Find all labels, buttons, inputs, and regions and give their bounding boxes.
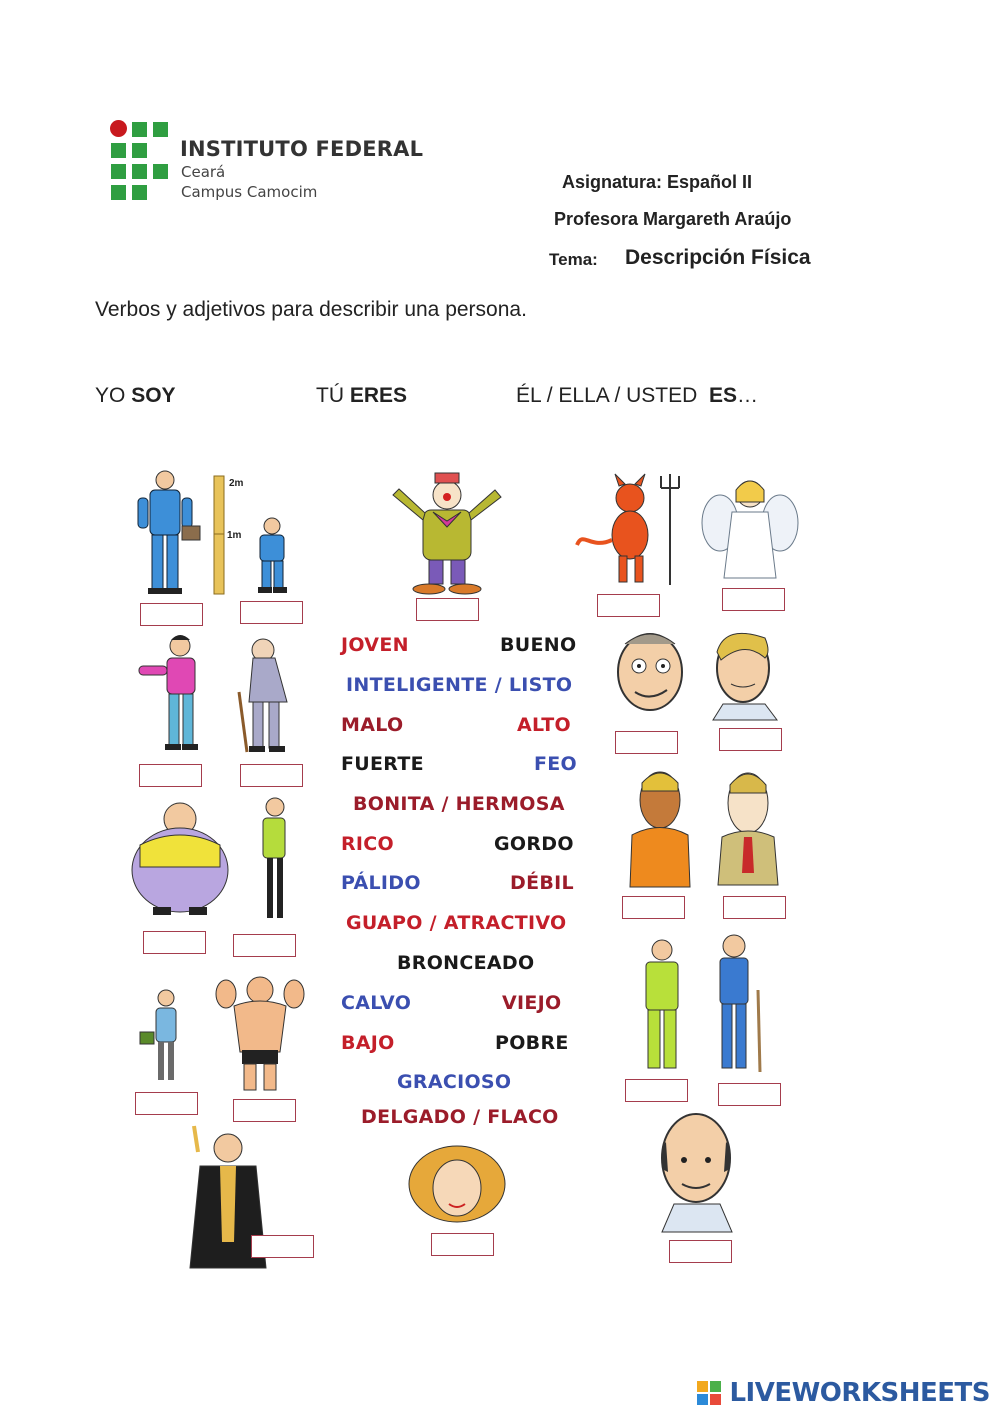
word-viejo: VIEJO bbox=[502, 992, 562, 1014]
thin-man-figure bbox=[263, 798, 285, 918]
word-bronceado: BRONCEADO bbox=[397, 952, 535, 974]
word-gordo: GORDO bbox=[494, 833, 574, 855]
answer-box-tall-man[interactable] bbox=[140, 603, 203, 626]
answer-box-pale-man[interactable] bbox=[723, 896, 786, 919]
word-bueno: BUENO bbox=[500, 634, 577, 656]
poor-rich-figures bbox=[630, 930, 780, 1080]
strong-man-figure bbox=[216, 977, 304, 1090]
answer-box-pretty-woman[interactable] bbox=[431, 1233, 494, 1256]
verb-el: ÉL / ELLA / USTED ES… bbox=[516, 384, 758, 407]
answer-box-rich-man[interactable] bbox=[718, 1083, 781, 1106]
answer-box-old-man[interactable] bbox=[240, 764, 303, 787]
old-man-figure bbox=[239, 639, 287, 752]
answer-box-strong-man[interactable] bbox=[233, 1099, 296, 1122]
topic-value: Descripción Física bbox=[625, 246, 811, 269]
answer-box-ugly-man[interactable] bbox=[615, 731, 678, 754]
word-malo: MALO bbox=[341, 714, 404, 736]
clown-figure bbox=[385, 465, 510, 595]
word-gracioso: GRACIOSO bbox=[397, 1071, 512, 1093]
ruler-mid-label: 1m bbox=[227, 530, 242, 541]
word-calvo: CALVO bbox=[341, 992, 412, 1014]
answer-box-young-man[interactable] bbox=[139, 764, 202, 787]
handsome-man-face bbox=[713, 633, 777, 720]
footer-brand: LIVEWORKSHEETS bbox=[729, 1378, 990, 1408]
word-bonita: BONITA / HERMOSA bbox=[353, 793, 565, 815]
subject-line: Asignatura: Español II bbox=[562, 172, 753, 192]
word-bajo: BAJO bbox=[341, 1032, 395, 1054]
young-old-figures bbox=[135, 632, 310, 757]
answer-box-poor-man[interactable] bbox=[625, 1079, 688, 1102]
pretty-woman-figure bbox=[405, 1140, 510, 1230]
institute-logo bbox=[110, 120, 174, 200]
answer-box-tanned-man[interactable] bbox=[622, 896, 685, 919]
fat-thin-figures bbox=[125, 795, 305, 925]
young-man-figure bbox=[139, 635, 198, 750]
topic-label: Tema: bbox=[549, 250, 598, 269]
word-inteligente: INTELIGENTE / LISTO bbox=[346, 674, 573, 696]
institution-state: Ceará bbox=[181, 163, 226, 181]
rich-man-figure bbox=[720, 935, 760, 1072]
weak-man-figure bbox=[140, 990, 176, 1080]
answer-box-clown[interactable] bbox=[416, 598, 479, 621]
word-fuerte: FUERTE bbox=[341, 753, 424, 775]
tanned-pale-figures bbox=[620, 765, 790, 890]
answer-box-thin-man[interactable] bbox=[233, 934, 296, 957]
ruler-top-label: 2m bbox=[229, 478, 244, 489]
fat-man-figure bbox=[132, 803, 228, 915]
poor-man-figure bbox=[646, 940, 678, 1068]
tall-short-figures bbox=[130, 468, 320, 598]
word-palido: PÁLIDO bbox=[341, 872, 421, 894]
answer-box-handsome-man[interactable] bbox=[719, 728, 782, 751]
word-rico: RICO bbox=[341, 833, 394, 855]
word-joven: JOVEN bbox=[341, 634, 409, 656]
word-pobre: POBRE bbox=[495, 1032, 569, 1054]
tanned-man-figure bbox=[630, 772, 690, 887]
word-feo: FEO bbox=[534, 753, 578, 775]
word-debil: DÉBIL bbox=[510, 872, 574, 894]
weak-strong-figures bbox=[130, 970, 320, 1095]
answer-box-bald-man[interactable] bbox=[669, 1240, 732, 1263]
answer-box-smart-man[interactable] bbox=[251, 1235, 314, 1258]
short-man-figure bbox=[258, 518, 287, 593]
verb-yo: YO SOY bbox=[95, 384, 176, 407]
angel-figure bbox=[700, 468, 800, 583]
bald-man-figure bbox=[650, 1110, 740, 1235]
answer-box-weak-man[interactable] bbox=[135, 1092, 198, 1115]
ugly-handsome-faces bbox=[605, 622, 785, 722]
verb-tu: TÚ ERES bbox=[316, 384, 408, 407]
answer-box-short-man[interactable] bbox=[240, 601, 303, 624]
teacher-line: Profesora Margareth Araújo bbox=[554, 209, 792, 229]
answer-box-fat-man[interactable] bbox=[143, 931, 206, 954]
answer-box-devil[interactable] bbox=[597, 594, 660, 617]
word-delgado: DELGADO / FLACO bbox=[361, 1106, 559, 1128]
tall-man-figure bbox=[138, 471, 200, 594]
institution-name: INSTITUTO FEDERAL bbox=[180, 137, 424, 161]
intro-text: Verbos y adjetivos para describir una persona. bbox=[95, 298, 527, 321]
institution-campus: Campus Camocim bbox=[181, 183, 318, 201]
word-alto: ALTO bbox=[517, 714, 571, 736]
word-guapo: GUAPO / ATRACTIVO bbox=[346, 912, 567, 934]
devil-figure bbox=[575, 470, 690, 590]
liveworksheets-logo-icon bbox=[697, 1381, 721, 1405]
answer-box-angel[interactable] bbox=[722, 588, 785, 611]
ugly-man-face bbox=[618, 634, 682, 710]
pale-man-figure bbox=[718, 773, 778, 885]
